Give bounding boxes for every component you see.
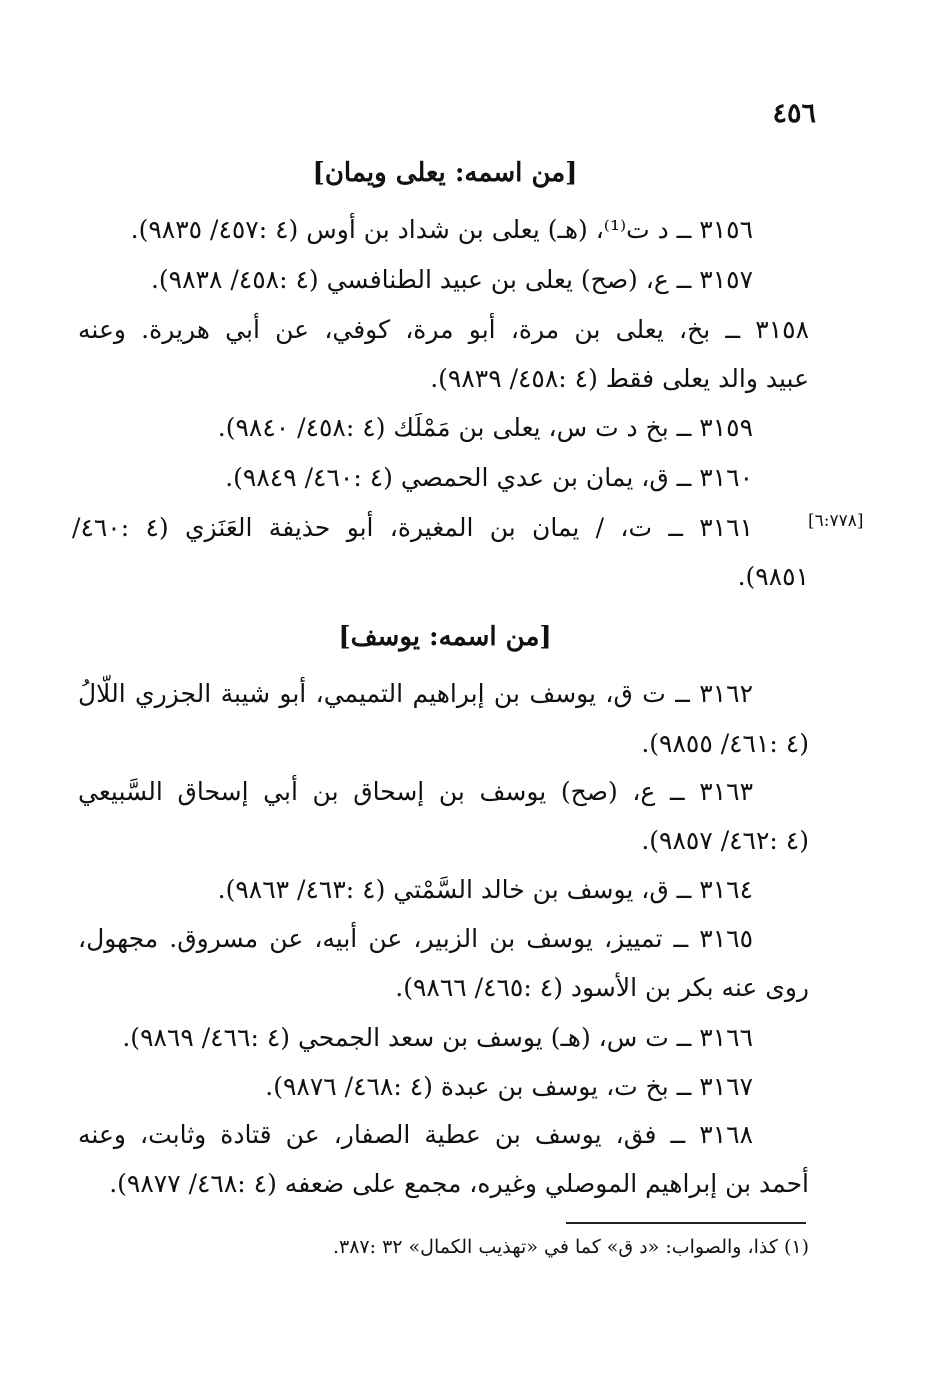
section-heading-yala-yaman: [من اسمه: يعلى ويمان] — [312, 158, 578, 188]
entry-3161-line-2: ٩٨٥١). — [737, 562, 809, 591]
entry-3156: ٣١٥٦ ــ د ت⁽¹⁾، (هـ) يعلى بن شداد بن أوس (٤ :٤٥٧/ ٩٨٣٥). — [130, 215, 753, 244]
entry-3159: ٣١٥٩ ــ بخ د ت س، يعلى بن مَمْلَك (٤ :٤٥٨/ ٩٨٤٠). — [217, 413, 753, 442]
section-heading-yusuf: [من اسمه: يوسف] — [338, 622, 552, 652]
entry-3168-line-2: أحمد بن إبراهيم الموصلي وغيره، مجمع على ضعفه (٤ :٤٦٨/ ٩٨٧٧). — [109, 1169, 809, 1198]
entry-3162-line-2: (٤ :٤٦١/ ٩٨٥٥). — [641, 729, 809, 758]
entry-3166: ٣١٦٦ ــ ت س، (هـ) يوسف بن سعد الجمحي (٤ :٤٦٦/ ٩٨٦٩). — [122, 1023, 753, 1052]
margin-reference: [٦:٧٧٨] — [808, 511, 864, 531]
entry-3158-line-2: عبيد والد يعلى فقط (٤ :٤٥٨/ ٩٨٣٩). — [430, 364, 809, 393]
entry-3163-line-2: (٤ :٤٦٢/ ٩٨٥٧). — [641, 826, 809, 855]
entry-3162-line-1: ٣١٦٢ ــ ت ق، يوسف بن إبراهيم التميمي، أبو شيبة الجزري اللّالُ — [78, 679, 753, 708]
entry-3168-line-1: ٣١٦٨ ــ فق، يوسف بن عطية الصفار، عن قتادة وثابت، وعنه — [78, 1120, 753, 1149]
entry-3160: ٣١٦٠ ــ ق، يمان بن عدي الحمصي (٤ :٤٦٠/ ٩٨٤٩). — [225, 463, 753, 492]
entry-3167: ٣١٦٧ ــ بخ ت، يوسف بن عبدة (٤ :٤٦٨/ ٩٨٧٦). — [265, 1072, 753, 1101]
entry-3165-line-1: ٣١٦٥ ــ تمييز، يوسف بن الزبير، عن أبيه، عن مسروق. مجهول، — [78, 924, 753, 953]
entry-3158-line-1: ٣١٥٨ ــ بخ، يعلى بن مرة، أبو مرة، كوفي، عن أبي هريرة. وعنه — [78, 315, 809, 344]
footnote: (١) كذا، والصواب: «د ق» كما في «تهذيب الكمال» ٣٢ :٣٨٧. — [332, 1236, 809, 1258]
entry-3163-line-1: ٣١٦٣ ــ ع، (صح) يوسف بن إسحاق بن أبي إسحاق السَّبيعي — [78, 777, 753, 806]
entry-3157: ٣١٥٧ ــ ع، (صح) يعلى بن عبيد الطنافسي (٤ :٤٥٨/ ٩٨٣٨). — [150, 265, 753, 294]
page-number: ٤٥٦ — [772, 98, 816, 129]
entry-3161-line-1: ٣١٦١ ــ ت، / يمان بن المغيرة، أبو حذيفة العَنَزي (٤ :٤٦٠/ — [72, 513, 753, 542]
footnote-separator — [566, 1222, 806, 1224]
entry-3165-line-2: روى عنه بكر بن الأسود (٤ :٤٦٥/ ٩٨٦٦). — [395, 973, 809, 1002]
entry-3164: ٣١٦٤ ــ ق، يوسف بن خالد السَّمْتي (٤ :٤٦٣/ ٩٨٦٣). — [217, 875, 753, 904]
